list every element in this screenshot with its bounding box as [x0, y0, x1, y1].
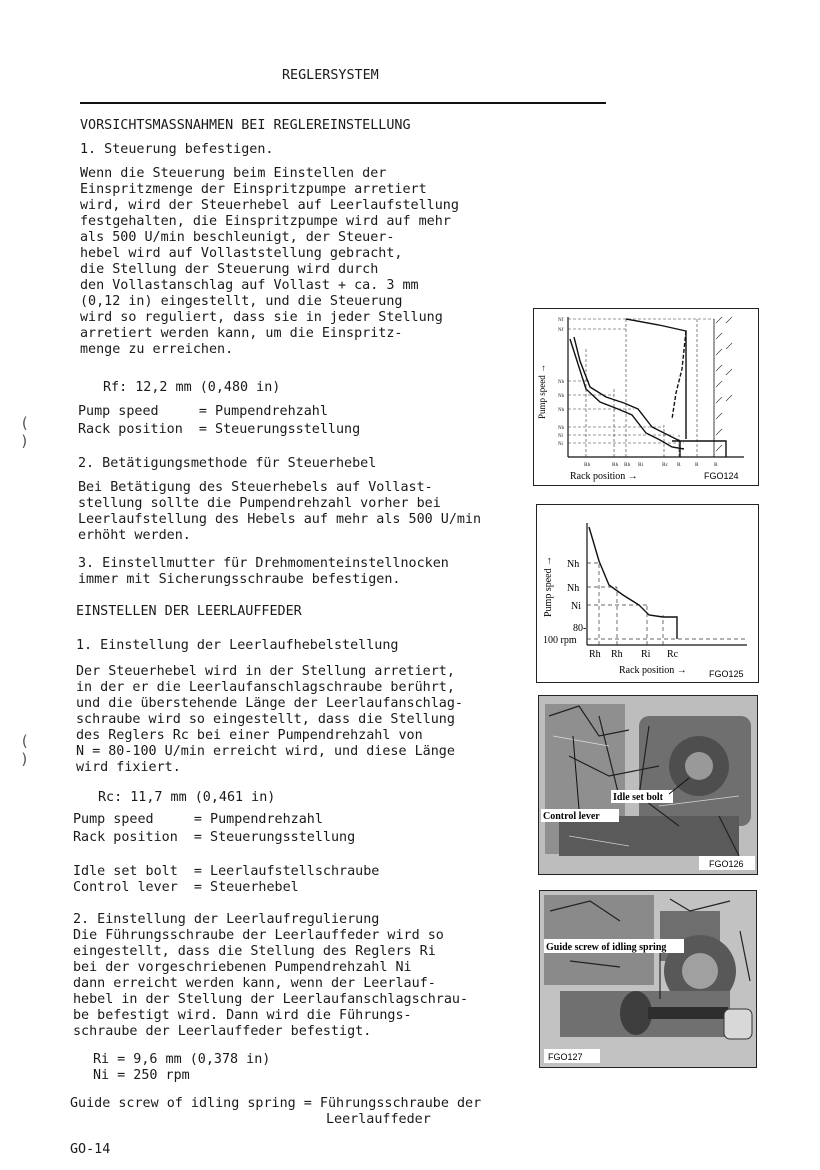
text-line: Pump speed = Pumpendrehzahl: [78, 404, 328, 419]
text-line: hebel in der Stellung der Leerlaufanschlagschrau-: [73, 992, 469, 1007]
ytick-124: Nf: [558, 318, 564, 323]
text-line: hebel wird auf Vollaststellung gebracht,: [80, 246, 403, 261]
ytick-125-3: Ni: [571, 601, 581, 612]
header-rule: [80, 102, 606, 104]
text-line: Der Steuerhebel wird in der Stellung arretiert,: [76, 664, 455, 679]
figure-id-124: FGO124: [704, 471, 739, 481]
ytick-124: Nh: [558, 408, 565, 413]
label-control-lever: Control lever: [543, 811, 600, 822]
text-line: eingestellt, dass die Stellung des Reglers Ri: [73, 944, 436, 959]
text-line: erhöht werden.: [78, 528, 191, 543]
text-line: immer mit Sicherungsschraube befestigen.: [78, 572, 401, 587]
text-line: schraube der Leerlauffeder befestigt.: [73, 1024, 372, 1039]
figure-fgo126: [538, 695, 758, 875]
text-line: bei der vorgeschriebenen Pumpendrehzahl Ni: [73, 960, 412, 975]
text-line: Ni = 250 rpm: [93, 1068, 190, 1083]
text-line: Bei Betätigung des Steuerhebels auf Vollast-: [78, 480, 433, 495]
text-line: menge zu erreichen.: [80, 342, 234, 357]
ytick-124: Ni: [558, 442, 563, 447]
figure-id-126: FGO126: [709, 859, 744, 869]
text-line: be befestigt wird. Dann wird die Führungs-: [73, 1008, 412, 1023]
text-line: (0,12 in) eingestellt, und die Steuerung: [80, 294, 403, 309]
xtick-125-1: Rh: [589, 649, 601, 660]
text-line: Guide screw of idling spring = Führungsschraube der: [70, 1096, 482, 1111]
text-line: VORSICHTSMASSNAHMEN BEI REGLEREINSTELLUNG: [80, 118, 411, 133]
text-line: Wenn die Steuerung beim Einstellen der: [80, 166, 387, 181]
ytick-124: Nf: [558, 328, 564, 333]
figure-fgo127: [539, 890, 757, 1068]
xtick-124: Rh: [624, 462, 631, 468]
text-line: Leerlauffeder: [326, 1112, 431, 1127]
text-line: des Reglers Rc bei einer Pumpendrehzahl von: [76, 728, 423, 743]
ytick-125-1: Nh: [567, 559, 580, 570]
ytick-124: Nh: [558, 426, 565, 431]
text-line: 2. Einstellung der Leerlaufregulierung: [73, 912, 380, 927]
figure-id-127: FGO127: [548, 1052, 583, 1062]
figure-fgo124: [533, 308, 759, 486]
text-line: die Stellung der Steuerung wird durch: [80, 262, 379, 277]
xtick-124: Rh: [584, 462, 591, 468]
xlabel-124: Rack position →: [570, 471, 638, 482]
xtick-124: R: [695, 462, 699, 468]
binder-hole-top: ( ): [20, 414, 30, 450]
text-line: 2. Betätigungsmethode für Steuerhebel: [78, 456, 377, 471]
xlabel-125: Rack position →: [619, 665, 687, 676]
ylabel-125: Pump speed →: [543, 555, 554, 617]
text-line: schraube wird so eingestellt, dass die Stellung: [76, 712, 455, 727]
text-line: stellung sollte die Pumpendrehzahl vorher bei: [78, 496, 441, 511]
xtick-125-2: Rh: [611, 649, 623, 660]
ytick-124: Nh: [558, 394, 565, 399]
text-line: Control lever = Steuerhebel: [73, 880, 299, 895]
text-line: 1. Einstellung der Leerlaufhebelstellung: [76, 638, 399, 653]
text-line: Rack position = Steuerungsstellung: [73, 830, 356, 845]
text-line: EINSTELLEN DER LEERLAUFFEDER: [76, 604, 302, 619]
xtick-124: Rh: [612, 462, 619, 468]
text-line: Ri = 9,6 mm (0,378 in): [93, 1052, 271, 1067]
ytick-125-2: Nh: [567, 583, 580, 594]
text-line: 1. Steuerung befestigen.: [80, 142, 274, 157]
xtick-124: Rc: [662, 462, 669, 468]
text-line: Einspritzmenge der Einspritzpumpe arretiert: [80, 182, 427, 197]
text-line: als 500 U/min beschleunigt, der Steuer-: [80, 230, 395, 245]
ytick-124: Nl: [558, 434, 563, 439]
rpm-label-1: 80-: [573, 623, 587, 634]
text-line: Rc: 11,7 mm (0,461 in): [98, 790, 276, 805]
text-line: in der er die Leerlaufanschlagschraube berührt,: [76, 680, 455, 695]
xtick-124: R: [677, 462, 681, 468]
ytick-124: Nh: [558, 380, 565, 385]
text-line: und die überstehende Länge der Leerlaufanschlag-: [76, 696, 463, 711]
text-line: wird, wird der Steuerhebel auf Leerlaufstellung: [80, 198, 459, 213]
text-line: Pump speed = Pumpendrehzahl: [73, 812, 323, 827]
text-line: 3. Einstellmutter für Drehmomenteinstellnocken: [78, 556, 449, 571]
text-line: Die Führungsschraube der Leerlauffeder wird so: [73, 928, 444, 943]
label-guide-screw: Guide screw of idling spring: [546, 942, 667, 953]
page-footer: GO-14: [70, 1142, 111, 1157]
ylabel-124: Pump speed →: [537, 364, 547, 419]
text-line: den Vollastanschlag auf Vollast + ca. 3 mm: [80, 278, 419, 293]
binder-hole-bottom: ( ): [20, 732, 30, 768]
text-line: N = 80-100 U/min erreicht wird, und diese Länge: [76, 744, 455, 759]
page-header: REGLERSYSTEM: [282, 68, 379, 83]
text-line: Leerlaufstellung des Hebels auf mehr als 500 U/min: [78, 512, 482, 527]
text-line: Idle set bolt = Leerlaufstellschraube: [73, 864, 380, 879]
text-line: wird so reguliert, dass sie in jeder Stellung: [80, 310, 443, 325]
chart-fgo124: [534, 309, 758, 485]
text-line: Rack position = Steuerungsstellung: [78, 422, 361, 437]
label-idle-set-bolt: Idle set bolt: [613, 792, 663, 803]
text-line: festgehalten, die Einspritzpumpe wird auf mehr: [80, 214, 451, 229]
text-line: Rf: 12,2 mm (0,480 in): [103, 380, 281, 395]
xtick-125-3: Ri: [641, 649, 651, 660]
text-line: arretiert werden kann, um die Einspritz-: [80, 326, 403, 341]
figure-fgo125: [536, 504, 759, 683]
rpm-label-2: 100 rpm: [543, 635, 577, 646]
text-line: dann erreicht werden kann, wenn der Leerlauf-: [73, 976, 436, 991]
text-line: wird fixiert.: [76, 760, 181, 775]
photo-fgo127: [540, 891, 756, 1067]
figure-id-125: FGO125: [709, 669, 744, 679]
xtick-125-4: Rc: [667, 649, 679, 660]
xtick-124: Ri: [638, 462, 644, 468]
xtick-124: R: [714, 462, 718, 468]
chart-fgo125: [537, 505, 758, 682]
photo-fgo126: [539, 696, 757, 874]
